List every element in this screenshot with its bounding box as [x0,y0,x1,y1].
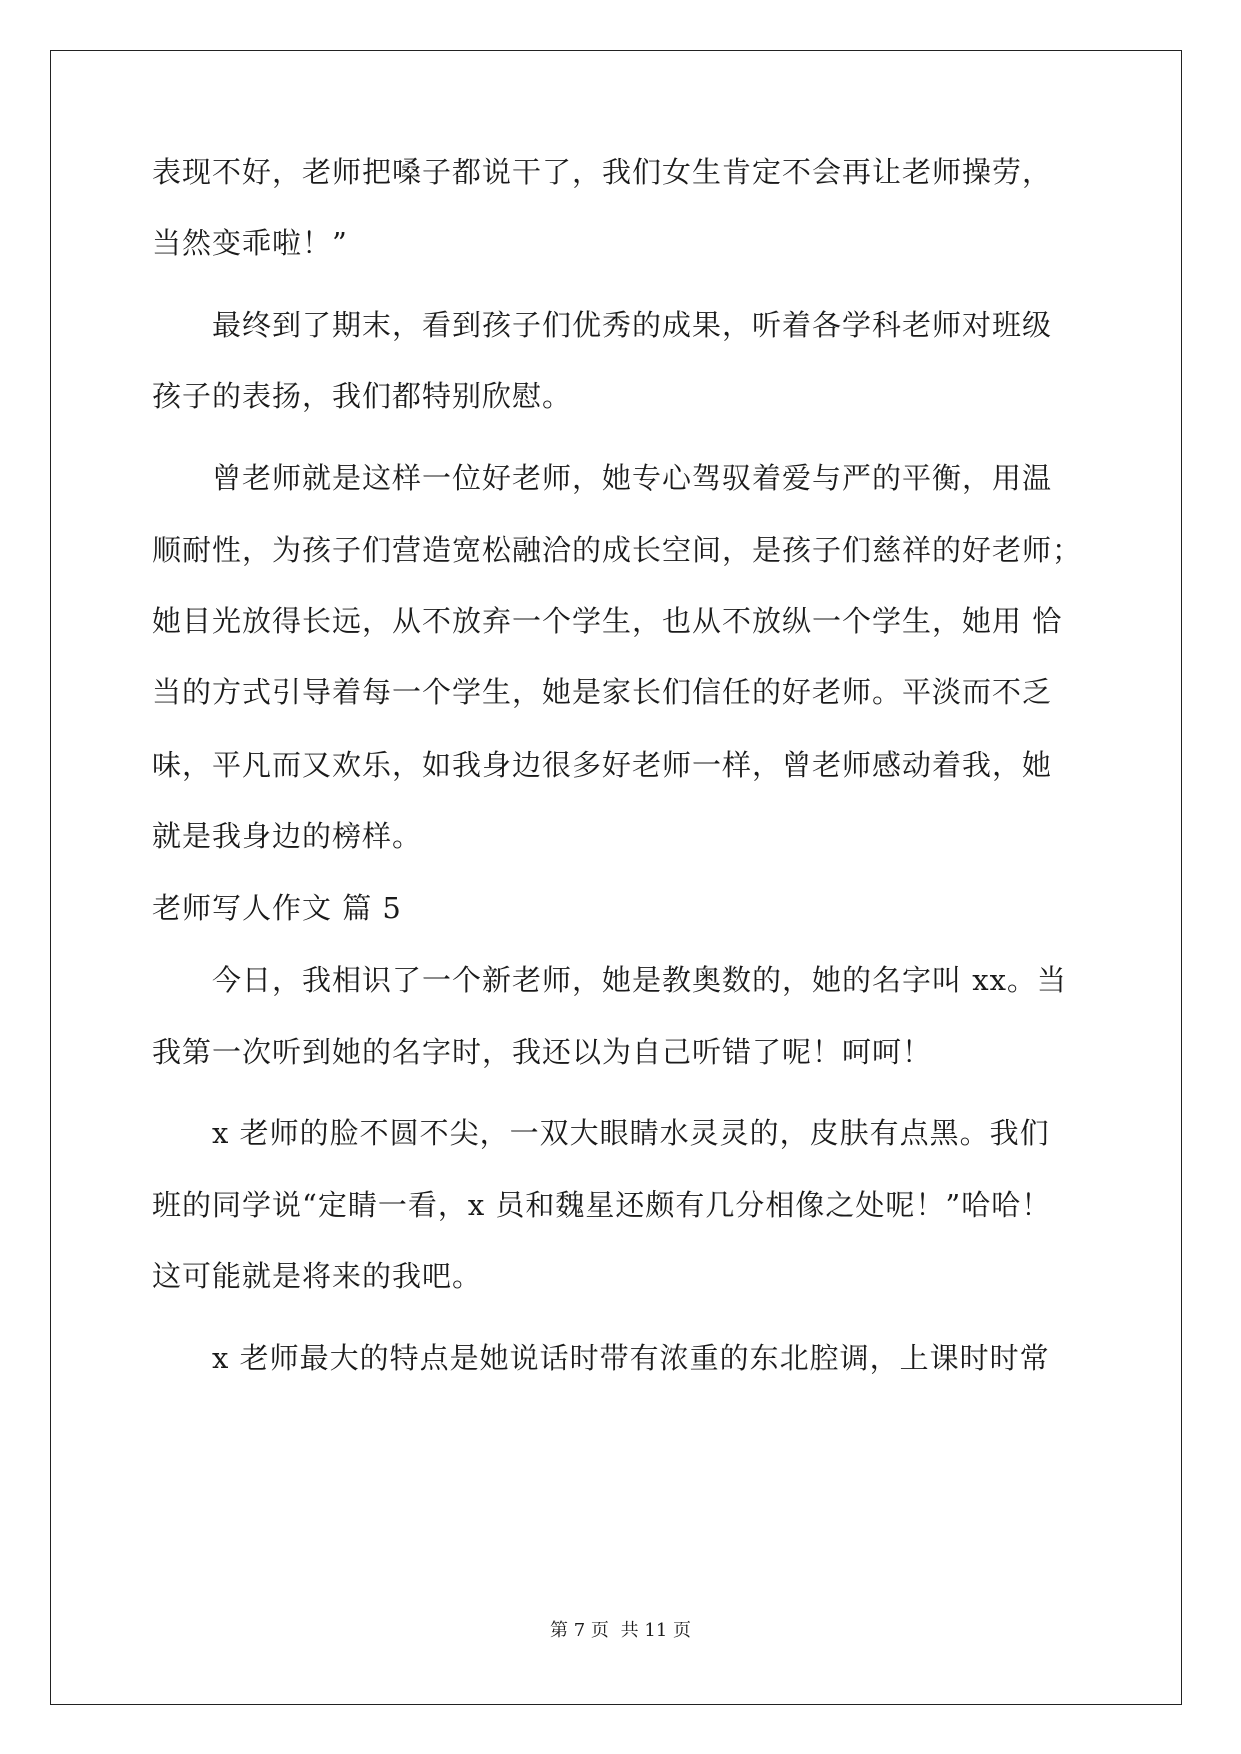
text-line: 我第一次听到她的名字时，我还以为自己听错了呢！呵呵！ [152,1035,933,1069]
text-line: 最终到了期末，看到孩子们优秀的成果，听着各学科老师对班级 [152,308,1053,342]
text-line: 当然变乖啦！” [152,226,348,260]
text-line: 就是我身边的榜样。 [152,819,423,853]
text-line: 她目光放得长远，从不放弃一个学生，也从不放纵一个学生，她用 恰 [152,604,1063,638]
page-footer [0,1616,1241,1642]
text-line: 这可能就是将来的我吧。 [152,1259,483,1293]
text-line: 顺耐性，为孩子们营造宽松融洽的成长空间，是孩子们慈祥的好老师； [152,533,1083,567]
page-border [50,50,1182,1705]
text-line: x 老师的脸不圆不尖，一双大眼睛水灵灵的，皮肤有点黑。我们 [152,1116,1050,1150]
text-line: 班的同学说“定睛一看，x 员和魏星还颇有几分相像之处呢！”哈哈！ [152,1188,1052,1222]
page-total: 共 11 页 [620,1620,691,1641]
text-line: 曾老师就是这样一位好老师，她专心驾驭着爱与严的平衡，用温 [152,461,1053,495]
text-line: x 老师最大的特点是她说话时带有浓重的东北腔调，上课时时常 [152,1341,1050,1375]
text-line: 孩子的表扬，我们都特别欣慰。 [152,379,573,413]
text-line: 今日，我相识了一个新老师，她是教奥数的，她的名字叫 xx。当 [152,963,1067,997]
page-number: 第 7 页 [550,1620,609,1641]
section-heading: 老师写人作文 篇 5 [152,891,402,925]
text-line: 味，平凡而又欢乐，如我身边很多好老师一样，曾老师感动着我，她 [152,748,1053,782]
text-line: 当的方式引导着每一个学生，她是家长们信任的好老师。平淡而不乏 [152,675,1053,709]
text-line: 表现不好，老师把嗓子都说干了，我们女生肯定不会再让老师操劳， [152,155,1053,189]
